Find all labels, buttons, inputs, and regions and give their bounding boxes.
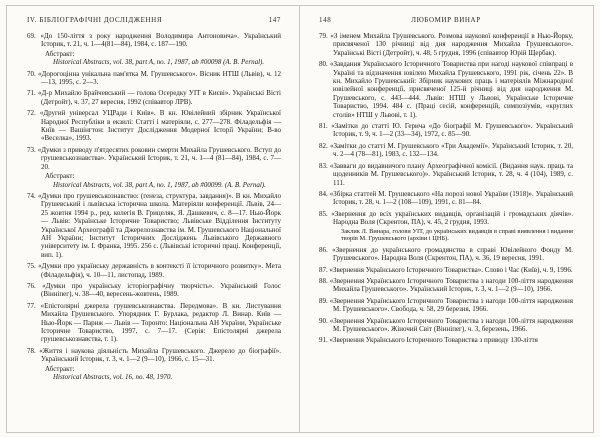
entry-citation [27, 282, 281, 299]
entry-number: 88. [319, 276, 328, 285]
entry-text: «Думки про грушевськознавство: (генеза, структура, завдання)». В кн. Михайло Грушевський і львівська історична школа. Матеріяли конференції. Львів, 24—25 жовтня 1994 р., ред. колегія В. Грицеляк, Я. Дашкевич, с. 8—17. Нью-Йорк — Львів: Українське Історичне Товариство; Львівське Відділення Інституту Української Археографії та Джерелознавства ім. М. Грушевського Національної АН України; Інститут Історичних Досліджень Львівського Державного університету ім. І. Франка, 1995. 256 с. (Львівські історичні праці. Конференції, вип. 1). [38, 191, 282, 259]
bibliography-entry [27, 89, 281, 106]
bibliography-entry [27, 262, 281, 279]
bibliography-entry [27, 192, 281, 259]
entry-text: «Звернення до всіх українських видавців, організацій і громадських діячів». Народна Воля (Скрентон, ПА), ч. 45, 2 грудня, 1993. [331, 209, 574, 227]
bibliography-entry [319, 246, 573, 263]
bibliography-entry [319, 190, 573, 207]
entry-number: 87. [319, 265, 328, 274]
entry-number: 77. [27, 301, 36, 310]
entry-citation [319, 142, 573, 159]
entry-citation [27, 109, 281, 143]
entry-text: «Завдання Українського Історичного Товариства при нагоді наукової співпраці в Україні та відзначення ювілею Михайла Грушевського, 1991 рік, січень 22». В кн. Михайло Грушевський: Збірник наукових праць і матеріялів Міжнародної ювілейної конференції, присвяченої 125-й річниці від дня народження М. Грушевського, с. 443—444. Львів: НТШ у Львові, Українське Історичне Товариство, 1994. 484 с. (Праці сесій, конференцій, симпозіумів, «круглих столів» НТШ у Львові, т. 1). [329, 60, 573, 119]
entry-citation [319, 336, 573, 344]
entry-citation [319, 122, 573, 139]
bibliography-entry [27, 32, 281, 67]
bibliography-list-right [319, 32, 573, 345]
left-page [7, 6, 299, 432]
entry-number: 84. [319, 189, 328, 198]
entry-text: «Життя і наукова діяльність Михайла Грушевського. Джерело до біографії». Український Історик, т. 3, ч. 1—2 (9—10), 1966, с. 15—31. [39, 346, 281, 364]
right-page-header [319, 16, 573, 24]
entry-number: 70. [27, 69, 36, 78]
page-number-left: 147 [268, 16, 281, 24]
entry-citation [319, 210, 573, 227]
bibliography-entry [319, 336, 573, 344]
bibliography-entry [319, 297, 573, 314]
entry-text: «Звернення Українського Історичного Товариства з приводу 130-ліття [329, 336, 538, 345]
bibliography-entry [27, 109, 281, 143]
bibliography-entry [27, 70, 281, 87]
entry-number: 76. [27, 281, 36, 290]
bibliography-entry [27, 146, 281, 189]
bibliography-entry [319, 122, 573, 139]
entry-citation [319, 32, 573, 57]
entry-text: «Звернення Українського Історичного Товариства з нагоди 100-ліття народження М. Грушевського». Свобода, ч. 58, 29 березня, 1966. [329, 296, 573, 314]
entry-text: «Замітки до статті М. Грушевського «Три Академії». Український Історик, т. 20, ч. 2—4 (78—81), 1983, с. 132—134. [329, 141, 574, 159]
entry-text: «Д-р Михайло Брайчевський — голова Осередку УІТ в Києві». Українські Вісті (Детройт), ч. 37, 27 вересня, 1992 (співавтор ЛРВ). [38, 89, 282, 106]
right-page [301, 6, 593, 432]
running-header-left: IV. БІБЛІОГРАФІЧНІ ДОСЛІДЖЕННЯ [27, 16, 163, 24]
bibliography-entry [27, 347, 281, 382]
entry-number: 79. [319, 32, 328, 40]
bibliography-entry [319, 162, 573, 187]
abstract-label: Абстракт: [45, 364, 75, 373]
bibliography-list-left [27, 32, 281, 381]
entry-citation [27, 302, 281, 344]
entry-citation [319, 60, 573, 119]
abstract-label: Абстракт: [45, 49, 75, 58]
entry-number: 73. [27, 145, 36, 154]
entry-text: «Звернення до українського громадянства в справі Ювілейного Фонду М. Грушевського». Народна Воля (Скрентон, ПА), ч. 36, 19 вересня, 1991. [332, 245, 574, 263]
entry-text: «Думки з приводу п'ятдесятих роковин смерти Михайла Грушевського. Вступ до грушевськознавства». Український Історик, т. 21, ч. 1—4 (81—84), 1984, с. 7—20. [37, 145, 282, 171]
entry-text: «Звернення Українського Історичного Товариства з нагоди 100-ліття народження М. Грушевського». Жіночий Світ (Вінніпег), ч. 3, березень, 1966. [329, 316, 573, 333]
entry-text: «Епістолярні джерела грушевськознавства. Передмова». В кн. Листування Михайла Грушевського. Упорядник Г. Бурлака, редактор Л. Винар. Київ — Нью-Йорк — Париж — Львів — Торонто: Національна АН України, Українське Історичне Товариство, 1997, с. 7—17. (Серія: Епістолярні джерела грушевськознавства, т. 1). [40, 301, 281, 344]
entry-citation [27, 347, 281, 364]
entry-text: «Думки про українську державність в контексті її історичного розвитку». Мета (Філадельфія), ч. 10—11, листопад, 1989. [38, 262, 281, 279]
entry-number: 85. [319, 209, 328, 218]
entry-citation [27, 192, 281, 259]
bibliography-entry [319, 60, 573, 119]
entry-text: «Дорогоцінна унікальна пам'ятка М. Грушевського». Вісник НТШ (Львів), ч. 12—13, 1995, с. 2—3. [38, 69, 282, 87]
entry-number: 80. [319, 60, 328, 69]
left-page-header [27, 16, 281, 24]
entry-number: 86. [319, 245, 328, 254]
bibliography-entry [319, 317, 573, 334]
entry-citation [27, 262, 281, 279]
abstract-block [27, 172, 281, 189]
page-gutter-divider [299, 5, 300, 433]
bibliography-entry [319, 277, 573, 294]
abstract-citation: Historical Abstracts, vol. 38, part A, no. 1, 1987, ab #00098 (А. В. Pernal). [53, 58, 265, 67]
entry-citation [319, 190, 573, 207]
entry-number: 74. [27, 191, 36, 200]
bibliography-entry [319, 32, 573, 57]
entry-note: Заклик Л. Винара, голови УІТ, до українських видавців в справі виявлення і видання творів М. Грушевського (архіви і ЦНБ). [341, 227, 573, 243]
bibliography-entry [319, 210, 573, 243]
bibliography-entry [319, 142, 573, 159]
abstract-label: Абстракт: [45, 172, 75, 181]
entry-citation [319, 246, 573, 263]
entry-text: «Збірка статтей М. Грушевського «На порозі нової України (1918)». Український Історик, т. 28, ч. 1—2 (108—109), 1991, с. 81—84. [329, 189, 574, 207]
abstract-block [27, 50, 281, 67]
bibliography-entry [319, 266, 573, 274]
running-header-right: ЛЮБОМИР ВИНАР [411, 16, 481, 24]
entry-text: «Думки про українську історіографічну творчість». Український Голос (Вінніпег), ч. 38—40, вересень-жовтень, 1989. [41, 281, 281, 299]
entry-citation [27, 89, 281, 106]
entry-number: 91. [319, 336, 328, 345]
bibliography-entry [27, 282, 281, 299]
abstract-block [27, 365, 281, 382]
page-number-right: 148 [319, 16, 332, 24]
entry-number: 71. [27, 89, 36, 98]
entry-number: 75. [27, 262, 36, 271]
entry-citation [27, 146, 281, 171]
entry-number: 81. [319, 122, 328, 131]
entry-citation [27, 70, 281, 87]
entry-number: 83. [319, 161, 328, 170]
entry-text: «Другий універсал УЦРади і Київ». В кн. Ювілейний збірник Української Народної Республіки в екзилі: Статті і матеріяли, с. 277—278. Філадельфія — Київ — Вашінгтон: Інститут Дослідження Модерної Історії України; В-во «Веселка», 1993. [39, 109, 282, 143]
entry-text: «До 150-ліття з року народження Володимира Антоновича». Український Історик, т. 21, ч. 1—4(81—84), 1984, с. 187—190. [40, 32, 282, 49]
entry-text: «Звернення Українського Історичного Товариства». Слово і Час (Київ), ч. 9, 1996. [329, 265, 573, 274]
entry-number: 82. [319, 141, 328, 150]
entry-text: «Завваги до видавничого плану Археографічної комісії. (Видання наук. праць та щоденників М. Грушевського)». Український Історик, т. 28, ч. 4 (104), 1989, с. 111. [329, 161, 573, 187]
entry-number: 69. [27, 32, 36, 40]
entry-citation [319, 277, 573, 294]
entry-text: «Замітки до статті Ю. Герича «До біографії М. Грушевського». Український Історик, т. 9, ч. 1—2 (33—34), 1972, с. 85—90. [331, 122, 573, 139]
entry-number: 90. [319, 316, 328, 325]
entry-citation [319, 162, 573, 187]
entry-number: 89. [319, 296, 328, 305]
entry-citation [319, 297, 573, 314]
entry-citation [319, 317, 573, 334]
abstract-citation: Historical Abstracts, vol. 38, part A, no. 1, 1987, ab #00099. (А. В. Pernal). [53, 180, 266, 189]
entry-text: «З іменем Михайла Грушевського. Розмова наукової конференції в Нью-Йорку, присвяченої 130 річниці від дня народження Михайла Грушевського». Українські Вісті (Детройт), ч. 48, 5 грудня, 1996 (співавтор Юрій Щербак). [330, 32, 574, 57]
entry-number: 78. [27, 346, 36, 355]
entry-citation [319, 266, 573, 274]
entry-citation [27, 32, 281, 49]
entry-text: «Звернення Українського Історичного Товариства з нагоди 100-ліття народження Михайла Грушевського». Український Історик, т. 3, ч. 1—2 (9—10), 1966. [329, 276, 573, 294]
abstract-citation: Historical Abstracts, vol. 16, no. 48, 1970. [53, 373, 173, 382]
bibliography-entry [27, 302, 281, 344]
entry-number: 72. [27, 109, 36, 118]
